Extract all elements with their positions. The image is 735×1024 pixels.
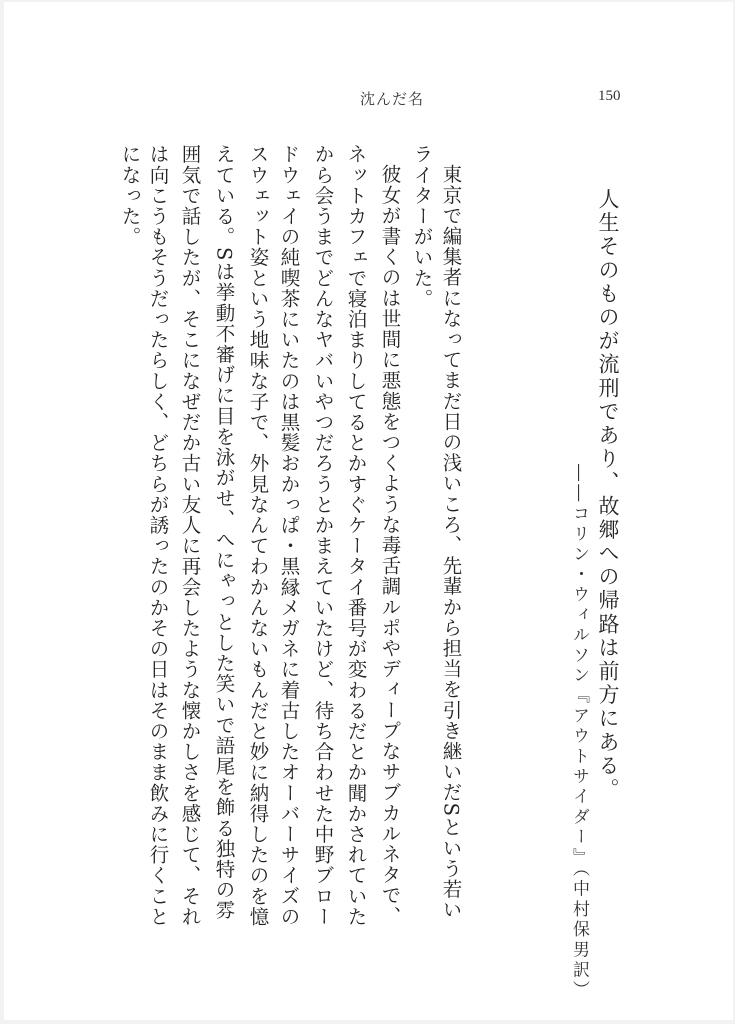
body-line-9: 囲気で話したが、そこになぜだか古い友人に再会したような懐かしさを感じて、それ (178, 144, 202, 927)
body-line-1: 東京で編集者になってまだ日の浅いころ、先輩から担当を引き継いだSという若い (439, 164, 463, 921)
body-line-4: ネットカフェで寝泊まりしてるとかすぐケータイ番号が変わるだとか聞かされていた (344, 144, 368, 927)
body-line-2: ライターがいた。 (410, 144, 434, 309)
body-line-8: えている。Sは挙動不審げに目を泳がせ、へにゃっとした笑いで語尾を飾る独特の雰 (212, 144, 236, 921)
body-line-6: ドウェイの純喫茶にいたのは黒髪おかっぱ・黒縁メガネに着古したオーバーサイズの (277, 144, 301, 927)
epigraph-quote: 人生そのものが流刑であり、故郷への帰路は前方にある。 (596, 188, 620, 802)
epigraph-attribution: ――コリン・ウィルソン『アウトサイダー』（中村保男訳） (569, 464, 589, 1001)
body-line-11: になった。 (118, 144, 142, 247)
body-line-5: から会うまでどんなヤバいやつだろうとかまえていたけど、待ち合わせた中野ブロー (311, 144, 335, 927)
running-head-title: 沈んだ名 (360, 90, 425, 108)
page-number: 150 (598, 88, 621, 104)
book-page (4, 2, 733, 1020)
body-line-10: は向こうもそうだったらしく、どちらが誘ったのかその日はそのまま飲みに行くこと (146, 144, 170, 927)
body-line-3: 彼女が書くのは世間に悪態をつくような毒舌調ルポやディープなサブカルネタで、 (378, 164, 402, 927)
body-line-7: スウェット姿という地味な子で、外見なんてわかんないもんだと妙に納得したのを憶 (246, 144, 270, 927)
